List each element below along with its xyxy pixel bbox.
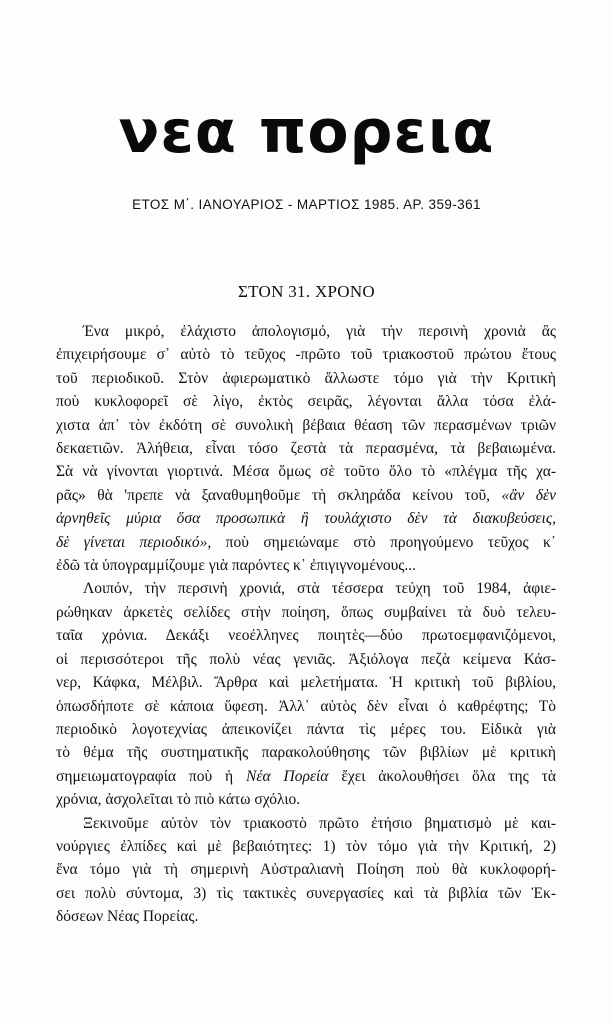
text-line: τοῦ περιοδικοῦ. Στὸν ἀφιερωματικὸ ἄλλωστε τόμο γιὰ τὴν Κριτικὴ <box>56 369 556 387</box>
paragraph-2 <box>56 577 556 811</box>
text-segment: σημειωματογραφία ποὺ ἡ <box>56 767 234 785</box>
text-segment: ἔχει ἀκολουθήσει ὅλα της τὰ <box>341 767 556 785</box>
text-segment: ποὺ σημειώναμε στὸ προηγούμενο τεῦχος κ᾽ <box>225 533 556 551</box>
italic-quote: δὲ γίνεται περιοδικό», <box>56 533 212 551</box>
text-line: νούργιες ἐλπίδες καὶ μὲ βεβαιότητες: 1) τὸν τόμο γιὰ τὴν Κριτική, 2) <box>56 837 556 855</box>
magazine-masthead: νεα πορεια <box>118 97 495 167</box>
italic-quote-line: ἀρνηθεῖς μύρια ὅσα προσωπικὰ ἢ τουλάχιστο δὲν τὰ διακυβεύσεις, <box>56 510 556 528</box>
italic-quote: «ἂν δὲν <box>501 486 556 504</box>
text-line: σει πολὺ σύντομα, 3) τὶς τακτικὲς συνεργασίες καὶ τὰ βιβλία τῶν Ἐκ- <box>56 884 556 902</box>
magazine-name-italic: Νέα Πορεία <box>246 767 329 785</box>
text-line: Ξεκινοῦμε αὐτὸν τὸν τριακοστὸ πρῶτο ἐτήσιο βηματισμὸ μὲ και- <box>83 814 556 832</box>
article-heading: ΣΤΟΝ 31. ΧΡΟΝΟ <box>237 282 376 301</box>
text-line: περιοδικὸ λογοτεχνίας ἀπεικονίζει πάντα τὶς μέρες του. Εἰδικὰ γιὰ <box>56 720 556 738</box>
text-line: νερ, Κάφκα, Μέλβιλ. Ἄρθρα καὶ μελετήματα. Ἡ κριτικὴ τοῦ βιβλίου, <box>56 674 556 692</box>
text-line <box>56 765 556 788</box>
article-body <box>56 320 556 929</box>
text-segment: ρᾶς» θὰ 'πρεπε νὰ ξαναθυμηθοῦμε τὴ σκληράδα κείνου τοῦ, <box>56 486 491 504</box>
issue-line: ΕΤΟΣ Μ΄. ΙΑΝΟΥΑΡΙΟΣ - ΜΑΡΤΙΟΣ 1985. ΑΡ. 359-361 <box>132 197 481 212</box>
text-line: δόσεων Νέας Πορείας. <box>56 908 199 926</box>
text-line: ἐπιχειρήσουμε σ᾽ αὐτὸ τὸ τεῦχος -πρῶτο τοῦ τριακοστοῦ πρώτου ἔτους <box>56 346 556 364</box>
text-line: ὁπωσδήποτε σὲ κάποια ὕφεση. Ἀλλ᾽ αὐτὸς δὲν εἶναι ὁ καθρέφτης; Τὸ <box>56 697 556 715</box>
text-line: οἱ περισσότεροι τῆς πολὺ νέας γενιᾶς. Ἀξιόλογα πεζὰ κείμενα Κάσ- <box>56 650 556 668</box>
text-line <box>56 484 556 507</box>
text-line: Λοιπόν, τὴν περσινὴ χρονιά, στὰ τέσσερα τεύχη τοῦ 1984, ἀφιε- <box>83 580 556 598</box>
paragraph-3 <box>56 812 556 929</box>
text-line: ταῖα χρόνια. Δεκάξι νεοέλληνες ποιητὲς—δύο πρωτοεμφανιζόμενοι, <box>56 627 556 645</box>
text-line: Σὰ νὰ γίνονται γιορτινά. Μέσα ὅμως σὲ τοῦτο ὅλο τὸ «πλέγμα τῆς χα- <box>56 463 556 481</box>
text-line <box>56 531 556 554</box>
text-line: ρώθηκαν ἀρκετὲς σελίδες στὴν ποίηση, ὅπως συμβαίνει τὰ δυὸ τελευ- <box>56 603 556 621</box>
text-line: ἕνα τόμο γιὰ τὴ σημερινὴ Αὐστραλιανὴ Ποίηση ποὺ θὰ κυκλοφορή- <box>56 861 556 879</box>
text-line: δεκαετιῶν. Ἀλήθεια, εἶναι τόσο ζεστὰ τὰ περασμένα, τὰ βεβαιωμένα. <box>56 440 556 458</box>
text-line: χιστα ἀπ᾽ τὸν ἐκδότη σὲ συνολικὴ βέβαια θέαση τῶν περασμένων τριῶν <box>56 416 556 434</box>
text-line: Ένα μικρό, ἐλάχιστο ἀπολογισμό, γιὰ τὴν περσινὴ χρονιὰ ἂς <box>83 323 556 340</box>
paragraph-1 <box>56 320 556 577</box>
text-line: χρόνια, ἀσχολεῖται τὸ πιὸ κάτω σχόλιο. <box>56 791 301 809</box>
text-line: ἐδῶ τὰ ὑπογραμμίζουμε γιὰ παρόντες κ᾽ ἐπιγιγνομένους... <box>56 557 417 575</box>
text-line: τὸ θέμα τῆς συστηματικῆς παρακολούθησης τῶν βιβλίων μὲ κριτικὴ <box>56 744 556 762</box>
text-line: ποὺ κυκλοφορεῖ σὲ λίγο, ἐκτὸς σειρᾶς, λέγονται ἄλλα τόσα ἐλά- <box>56 393 556 411</box>
